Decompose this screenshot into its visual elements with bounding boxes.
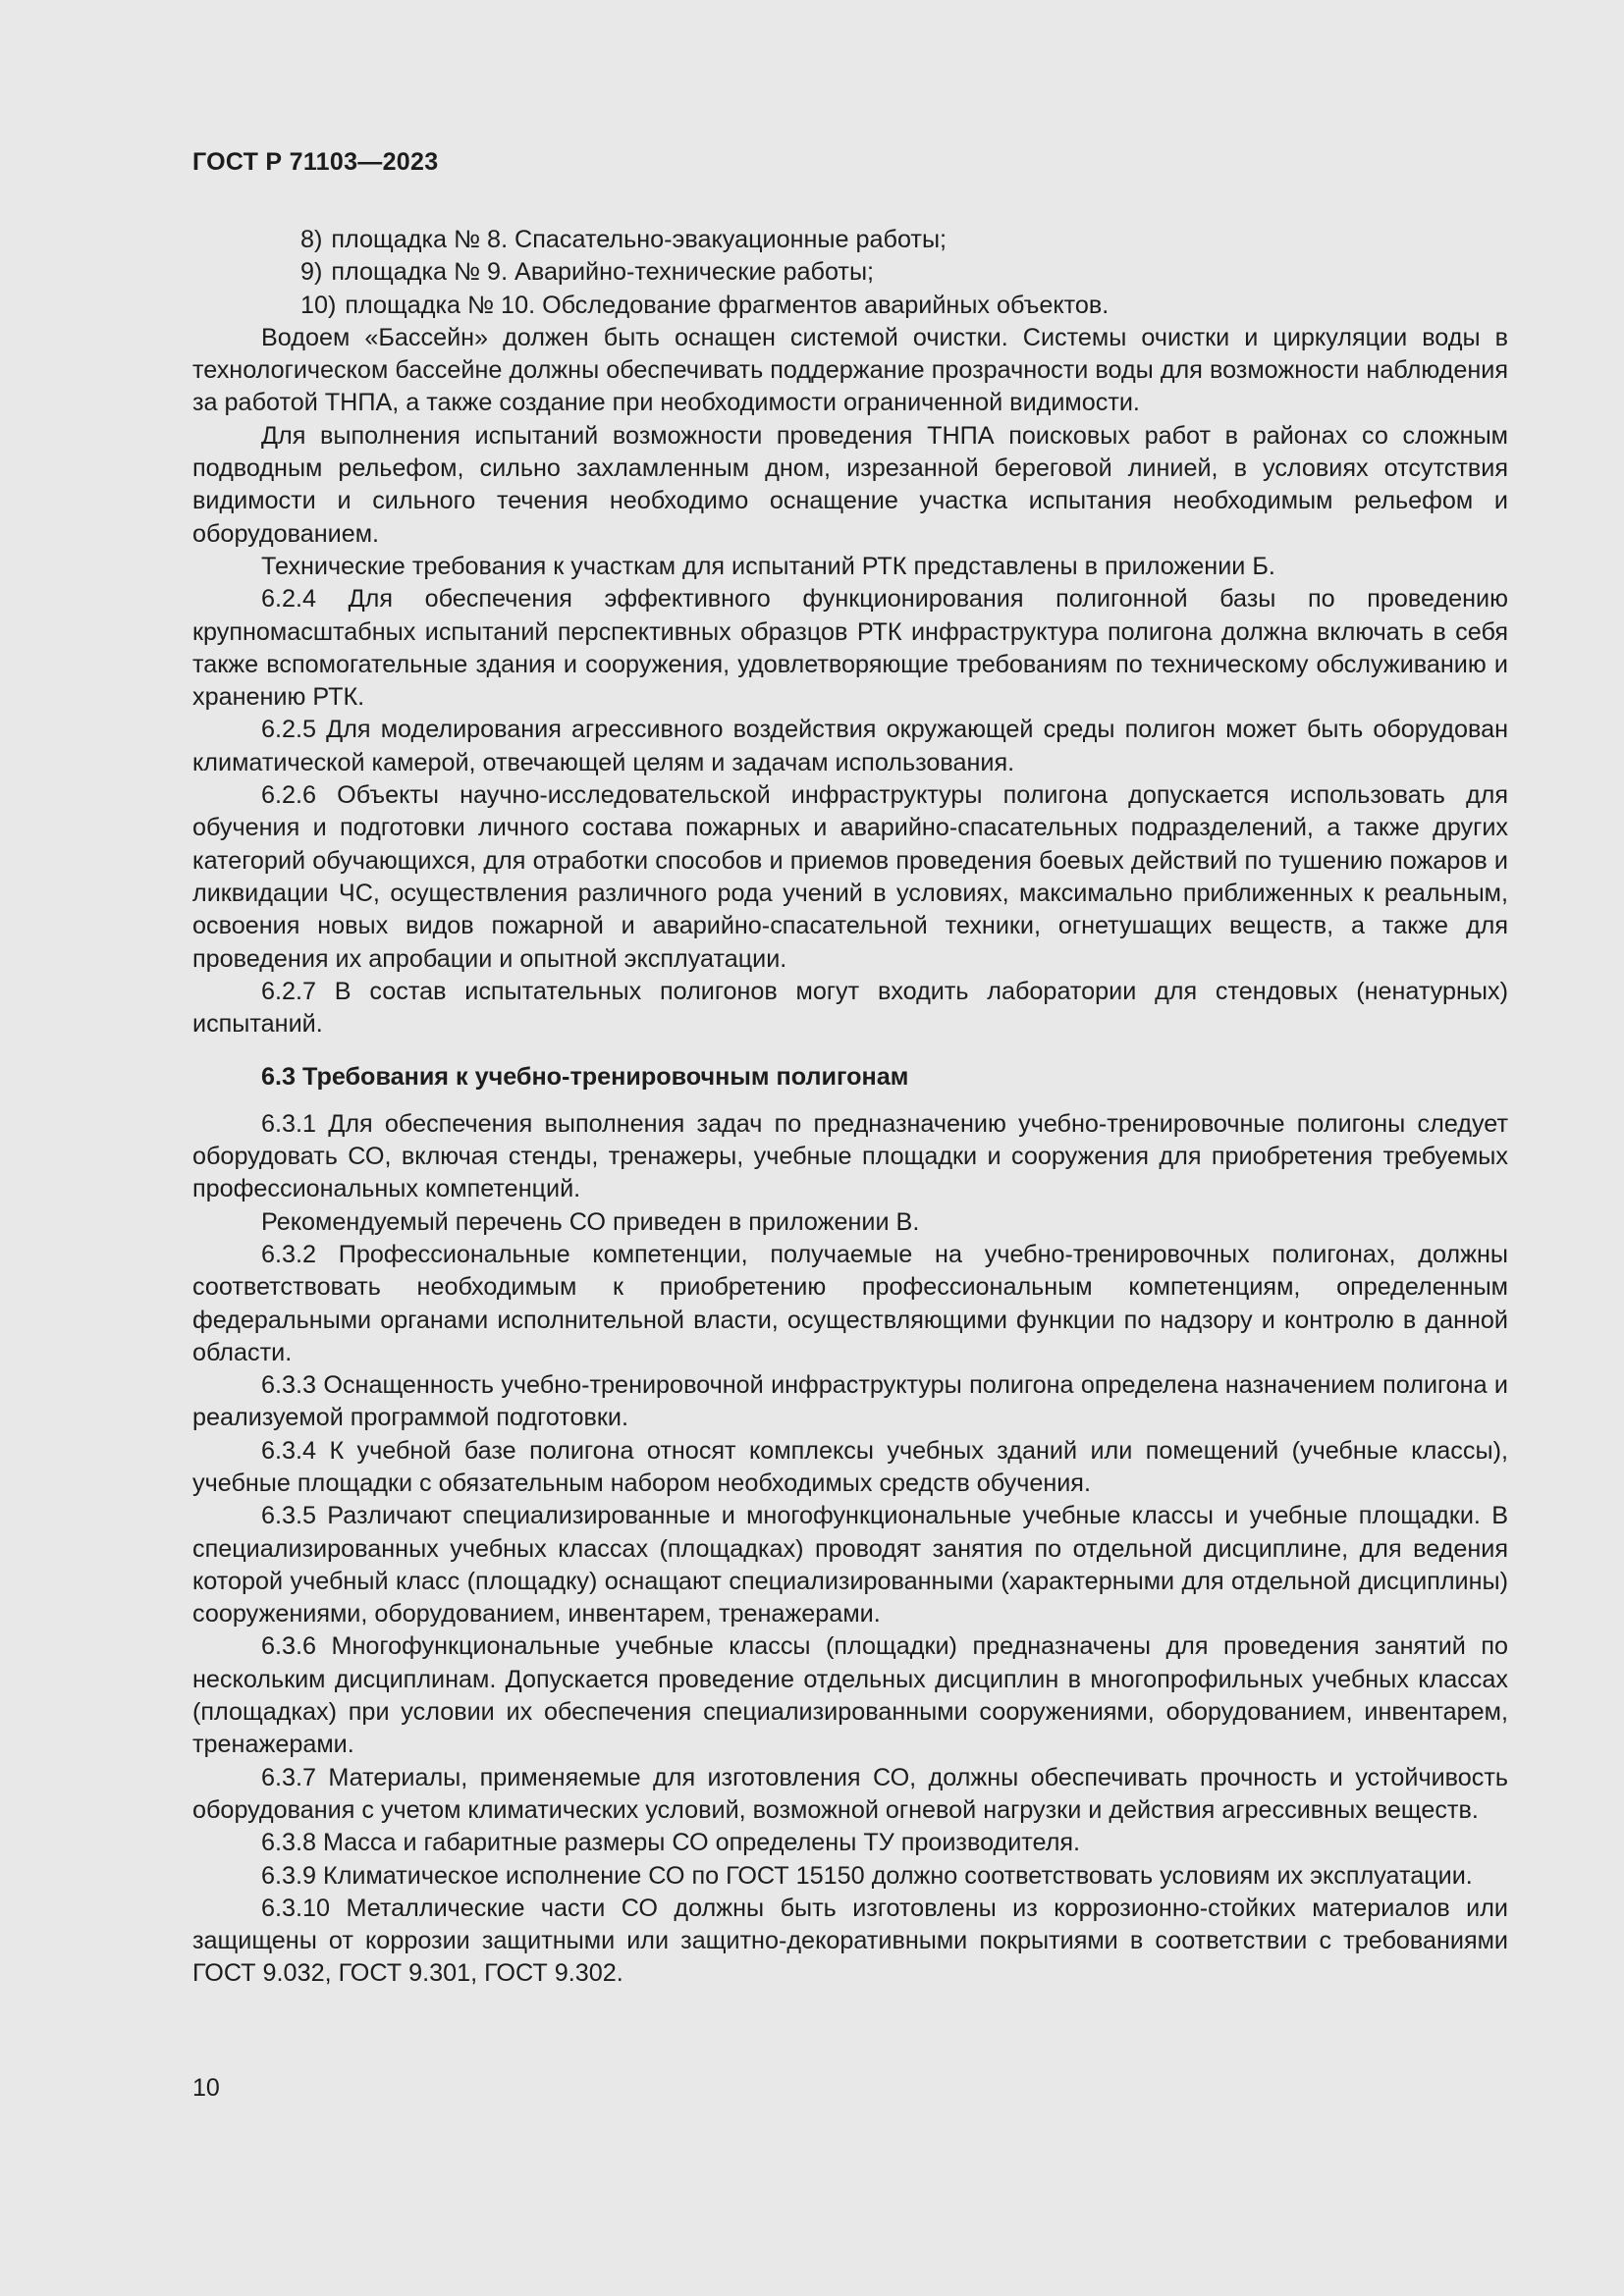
list-item-number: 10) — [300, 291, 337, 319]
paragraph: 6.3.3 Оснащенность учебно-тренировочной инфраструктуры полигона определена назначением полигона и реализуемой программой подготовки. — [192, 1371, 1508, 1432]
list-item — [192, 290, 1508, 322]
paragraph: 6.2.7 В состав испытательных полигонов могут входить лаборатории для стендовых (ненатурных) испытаний. — [192, 977, 1508, 1039]
paragraph: 6.2.4 Для обеспечения эффективного функционирования полигонной базы по проведению крупномасштабных испытаний перспективных образцов РТК инфраструктура полигона должна включать в себя также вспомогательные здания и сооружения, удовлетворяющие требованиям по техническому обслуживанию и хранению РТК. — [192, 585, 1508, 712]
paragraph: 6.3.2 Профессиональные компетенции, получаемые на учебно-тренировочных полигонах, должны соответствовать необходимым к приобретению профессиональным компетенциям, определенным федеральными органами исполнительной власти, осуществляющими функции по надзору и контролю в данной области. — [192, 1240, 1508, 1366]
paragraph: 6.3.4 К учебной базе полигона относят комплексы учебных зданий или помещений (учебные классы), учебные площадки с обязательным набором необходимых средств обучения. — [192, 1436, 1508, 1497]
list-item-number: 8) — [300, 226, 323, 253]
paragraph: Для выполнения испытаний возможности проведения ТНПА поисковых работ в районах со сложным подводным рельефом, сильно захламленным дном, изрезанной береговой линией, в условиях отсутствия видимости и сильного течения необходимо оснащение участка испытания необходимым рельефом и оборудованием. — [192, 421, 1508, 548]
paragraph: Рекомендуемый перечень СО приведен в приложении В. — [261, 1207, 920, 1236]
page-number: 10 — [192, 2074, 220, 2102]
paragraph: Технические требования к участкам для испытаний РТК представлены в приложении Б. — [261, 552, 1275, 580]
list-item — [192, 256, 1508, 289]
paragraph: 6.3.6 Многофункциональные учебные классы (площадки) предназначены для проведения занятий по нескольким дисциплинам. Допускается проведение отдельных дисциплин в многопрофильных учебных классах (площадках) при условии их обеспечения специализированными сооружениями, оборудованием, инвентарем, тренажерами. — [192, 1632, 1508, 1759]
document-page — [192, 143, 1508, 1991]
paragraph: 6.3.10 Металлические части СО должны быть изготовлены из коррозионно-стойких материалов или защищены от коррозии защитными или защитно-декоративными покрытиями в соответствии с требованиями ГОСТ 9.032, ГОСТ 9.301, ГОСТ 9.302. — [192, 1894, 1508, 1988]
paragraph: 6.2.6 Объекты научно-исследовательской инфраструктуры полигона допускается использовать для обучения и подготовки личного состава пожарных и аварийно-спасательных подразделений, а также других категорий обучающихся, для отработки способов и приемов проведения боевых действий по тушению пожаров и ликвидации ЧС, осуществления различного рода учений в условиях, максимально приближенных к реальным, освоения новых видов пожарной и аварийно-спасательной техники, огнетушащих веществ, а также для проведения их апробации и опытной эксплуатации. — [192, 781, 1508, 973]
list-item-text: площадка № 10. Обследование фрагментов аварийных объектов. — [345, 291, 1110, 319]
section-heading: 6.3 Требования к учебно-тренировочным полигонам — [261, 1063, 909, 1092]
paragraph: 6.3.9 Климатическое исполнение СО по ГОСТ 15150 должно соответствовать условиям их эксплуатации. — [261, 1861, 1473, 1890]
list-item-text: площадка № 8. Спасательно-эвакуационные работы; — [331, 226, 947, 253]
paragraph: 6.3.5 Различают специализированные и многофункциональные учебные классы и учебные площадки. В специализированных учебных классах (площадках) проводят занятия по отдельной дисциплине, для ведения которой учебный класс (площадку) оснащают специализированными (характерными для отдельной дисциплины) сооружениями, оборудованием, инвентарем, тренажерами. — [192, 1502, 1508, 1629]
list-item-number: 9) — [300, 258, 323, 287]
paragraph: 6.2.5 Для моделирования агрессивного воздействия окружающей среды полигон может быть оборудован климатической камерой, отвечающей целям и задачам использования. — [192, 716, 1508, 776]
paragraph: Водоем «Бассейн» должен быть оснащен системой очистки. Системы очистки и циркуляции воды в технологическом бассейне должны обеспечивать поддержание прозрачности воды для возможности наблюдения за работой ТНПА, а также создание при необходимости ограниченной видимости. — [192, 323, 1508, 417]
paragraph: 6.3.1 Для обеспечения выполнения задач по предназначению учебно-тренировочные полигоны следует оборудовать СО, включая стенды, тренажеры, учебные площадки и сооружения для приобретения требуемых профессиональных компетенций. — [192, 1109, 1508, 1203]
paragraph: 6.3.8 Масса и габаритные размеры СО определены ТУ производителя. — [261, 1829, 1081, 1857]
document-body — [192, 224, 1508, 1991]
paragraph: 6.3.7 Материалы, применяемые для изготовления СО, должны обеспечивать прочность и устойчивость оборудования с учетом климатических условий, возможной огневой нагрузки и действия агрессивных веществ. — [192, 1763, 1508, 1824]
document-header: ГОСТ Р 71103—2023 — [192, 148, 439, 176]
list-item-text: площадка № 9. Аварийно-технические работы; — [331, 258, 875, 287]
list-item — [192, 224, 1508, 256]
